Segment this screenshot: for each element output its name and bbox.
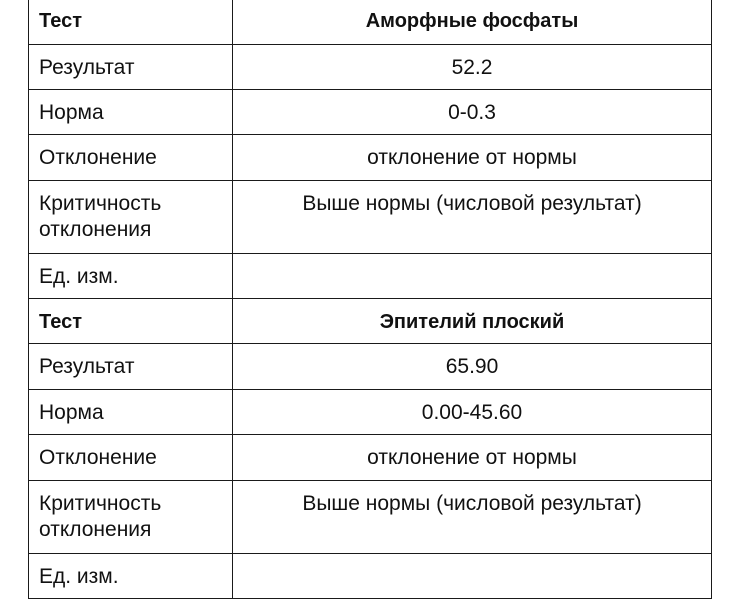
row-label: Результат <box>29 344 233 390</box>
test-header-label: Тест <box>29 299 233 344</box>
row-label: Ед. изм. <box>29 554 233 599</box>
result-value: 52.2 <box>233 45 712 90</box>
row-label: Норма <box>29 90 233 135</box>
norm-row <box>29 390 712 435</box>
row-label: Критичность отклонения <box>29 181 233 254</box>
unit-value <box>233 254 712 299</box>
norm-row <box>29 90 712 135</box>
test-header-row <box>29 299 712 344</box>
row-label: Норма <box>29 390 233 435</box>
criticality-row <box>29 481 712 554</box>
unit-row <box>29 554 712 599</box>
test-name: Аморфные фосфаты <box>233 0 712 45</box>
norm-value: 0.00-45.60 <box>233 390 712 435</box>
norm-value: 0-0.3 <box>233 90 712 135</box>
row-label: Результат <box>29 45 233 90</box>
row-label: Отклонение <box>29 135 233 181</box>
row-label: Отклонение <box>29 435 233 481</box>
criticality-value: Выше нормы (числовой результат) <box>233 181 712 254</box>
test-header-label: Тест <box>29 0 233 45</box>
result-row <box>29 45 712 90</box>
deviation-value: отклонение от нормы <box>233 135 712 181</box>
unit-value <box>233 554 712 599</box>
criticality-value: Выше нормы (числовой результат) <box>233 481 712 554</box>
criticality-row <box>29 181 712 254</box>
deviation-value: отклонение от нормы <box>233 435 712 481</box>
deviation-row <box>29 135 712 181</box>
test-header-row <box>29 0 712 45</box>
result-value: 65.90 <box>233 344 712 390</box>
test-name: Эпителий плоский <box>233 299 712 344</box>
result-row <box>29 344 712 390</box>
deviation-row <box>29 435 712 481</box>
unit-row <box>29 254 712 299</box>
row-label: Критичность отклонения <box>29 481 233 554</box>
row-label: Ед. изм. <box>29 254 233 299</box>
lab-results-table <box>28 0 712 599</box>
